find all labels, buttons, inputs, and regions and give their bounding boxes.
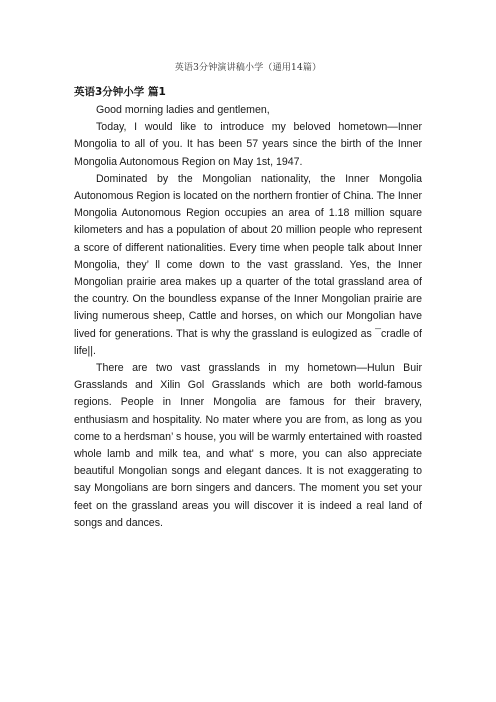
paragraph-introduction: Today, I would like to introduce my beloved hometown—Inner Mongolia to all of you. It has been 57 years since the birth of the Inner Mongolia Autonomous Region on May 1st, 1947. [74,121,422,168]
section-title: 英语3分钟小学 篇1 [74,86,166,98]
paragraph-region-description: Dominated by the Mongolian nationality, the Inner Mongolia Autonomous Region is located on the northern frontier of China. The Inner Mongolia Autonomous Region occupies an area of 1.18 million square kilometers and has a population of about 20 million people who represent a score of different nationalities. Every time when people talk about Inner Mongolia, they’ ll come down to the vast grassland. Yes, the Inner Mongolian prairie area makes up a quarter of the total grassland area of the country. On the boundless expanse of the Inner Mongolian prairie are living numerous sheep, Cattle and horses, on which our Mongolian have lived for generations. That is why the grassland is eulogized as ¯cradle of life||. [74,172,422,357]
paragraph-grasslands: There are two vast grasslands in my hometown—Hulun Buir Grasslands and Xilin Gol Grasslands which are both world-famous regions. People in Inner Mongolia are famous for their bravery, enthusiasm and hospitality. No mater where you are from, as long as you come to a herdsman’ s house, you will be warmly entertained with roasted whole lamb and milk tea, and what' s more, you can also appreciate beautiful Mongolian songs and elegant dances. It is not exaggerating to say Mongolians are born singers and dancers. The moment you set your feet on the grassland areas you will discover it is indeed a real land of songs and dances. [74,362,422,529]
document-header: 英语3分钟演讲稿小学（通用14篇） [174,63,322,73]
document-body [74,84,422,532]
paragraph-greeting: Good morning ladies and gentlemen, [96,104,270,116]
